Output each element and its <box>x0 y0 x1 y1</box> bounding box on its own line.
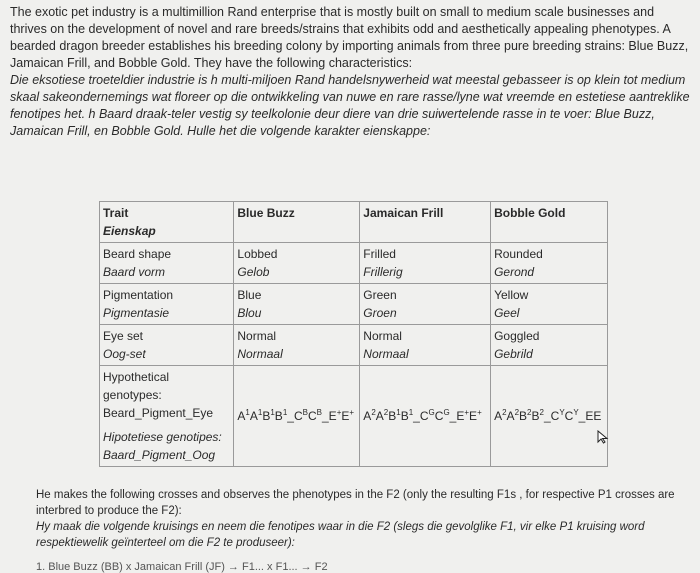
crosses-english: He makes the following crosses and observes the phenotypes in the F2 (only the resulting F1s , for respective P1 crosses are interbred to produce the F2): <box>36 489 675 517</box>
genotype-row <box>100 366 608 467</box>
value-cell <box>360 284 491 325</box>
header-trait-cell <box>100 202 234 243</box>
intro-afrikaans: Die eksotiese troeteldier industrie is h multi-miljoen Rand handelsnywerheid wat meestal gebasseer is op klein tot medium skaal sakeondernemings wat floreer op die ontwikkeling van nuwe en rare rasse/lyne wat vreemde en estetiese aantreklike fenotipes het. h Baard draak-teler vestig sy teelkolonie deur diere van drie suiwertelende rasse in te voer: Blue Buzz, Jamaican Frill, en Bobble Gold. Hulle het die volgende karakter eienskappe: <box>10 73 690 138</box>
value-cell <box>234 284 360 325</box>
header-jamaican-frill-label: Jamaican Frill <box>363 206 444 220</box>
value-en: Rounded <box>494 247 543 261</box>
cross-list-item-partial: 1. Blue Buzz (BB) x Jamaican Frill (JF) → F1... x F1... → F2 <box>36 561 328 573</box>
trait-cell <box>100 284 234 325</box>
genotype-blue-buzz: $A^1A^1B^1B^1\_C^BC^B\_E^+E^+$ <box>234 366 360 467</box>
value-en: Green <box>363 288 397 302</box>
table-row <box>100 325 608 366</box>
mouse-cursor-icon <box>597 430 609 444</box>
intro-english: The exotic pet industry is a multimillion Rand enterprise that is mostly built on small to medium scale businesses and thrives on the development of novel and rare breeds/strains that exhibits odd and aesthetically appealing phenotypes. A bearded dragon breeder establishes his breeding colony by importing animals from three pure breeding strains: Blue Buzz, Jamaican Frill, and Bobble Gold. They have the following characteristics: <box>10 5 689 70</box>
trait-en: Eye set <box>103 329 144 343</box>
value-cell <box>491 325 608 366</box>
genotype-label-af-2: Baard_Pigment_Oog <box>103 448 216 462</box>
value-cell <box>360 243 491 284</box>
header-jamaican-frill <box>360 202 491 243</box>
value-en: Frilled <box>363 247 396 261</box>
crosses-paragraph <box>36 487 686 551</box>
value-af: Blou <box>237 306 262 320</box>
value-af: Normaal <box>237 347 283 361</box>
trait-af: Baard vorm <box>103 265 166 279</box>
trait-af: Oog-set <box>103 347 146 361</box>
trait-en: Beard shape <box>103 247 172 261</box>
table-row <box>100 284 608 325</box>
value-en: Goggled <box>494 329 540 343</box>
value-af: Gerond <box>494 265 535 279</box>
crosses-afrikaans: Hy maak die volgende kruisings en neem die fenotipes waar in die F2 (slegs die gevolglike F1, vir elke P1 kruising word respektiewelik geïnterteel om die F2 te produseer): <box>36 521 645 549</box>
header-blue-buzz-label: Blue Buzz <box>237 206 295 220</box>
value-af: Normaal <box>363 347 409 361</box>
genotype-label-en-1: Hypothetical genotypes: <box>103 370 170 402</box>
header-trait-en: Trait <box>103 206 129 220</box>
value-cell <box>491 284 608 325</box>
traits-table <box>99 201 608 467</box>
genotype-label-af-1: Hipotetiese genotipes: <box>103 430 222 444</box>
genotype-jamaican-frill: $A^2A^2B^1B^1\_C^GC^G\_E^+E^+$ <box>360 366 491 467</box>
trait-en: Pigmentation <box>103 288 174 302</box>
trait-af: Pigmentasie <box>103 306 170 320</box>
value-cell <box>491 243 608 284</box>
value-en: Normal <box>363 329 402 343</box>
trait-cell <box>100 325 234 366</box>
value-af: Frillerig <box>363 265 403 279</box>
value-cell <box>234 243 360 284</box>
value-af: Groen <box>363 306 397 320</box>
header-trait-af: Eienskap <box>103 224 156 238</box>
value-af: Gelob <box>237 265 270 279</box>
value-en: Yellow <box>494 288 529 302</box>
value-en: Blue <box>237 288 262 302</box>
value-en: Normal <box>237 329 277 343</box>
header-bobble-gold-label: Bobble Gold <box>494 206 566 220</box>
value-en: Lobbed <box>237 247 278 261</box>
genotype-label-cell <box>100 366 234 467</box>
header-bobble-gold <box>491 202 608 243</box>
value-af: Gebrild <box>494 347 533 361</box>
trait-cell <box>100 243 234 284</box>
table-header-row <box>100 202 608 243</box>
intro-paragraph <box>10 4 694 140</box>
value-cell <box>234 325 360 366</box>
table-row <box>100 243 608 284</box>
genotype-label-en-2: Beard_Pigment_Eye <box>103 406 214 420</box>
genotype-bobble-gold: $A^2A^2B^2B^2\_C^YC^Y\_EE$ <box>491 366 608 467</box>
header-blue-buzz <box>234 202 360 243</box>
value-af: Geel <box>494 306 520 320</box>
value-cell <box>360 325 491 366</box>
